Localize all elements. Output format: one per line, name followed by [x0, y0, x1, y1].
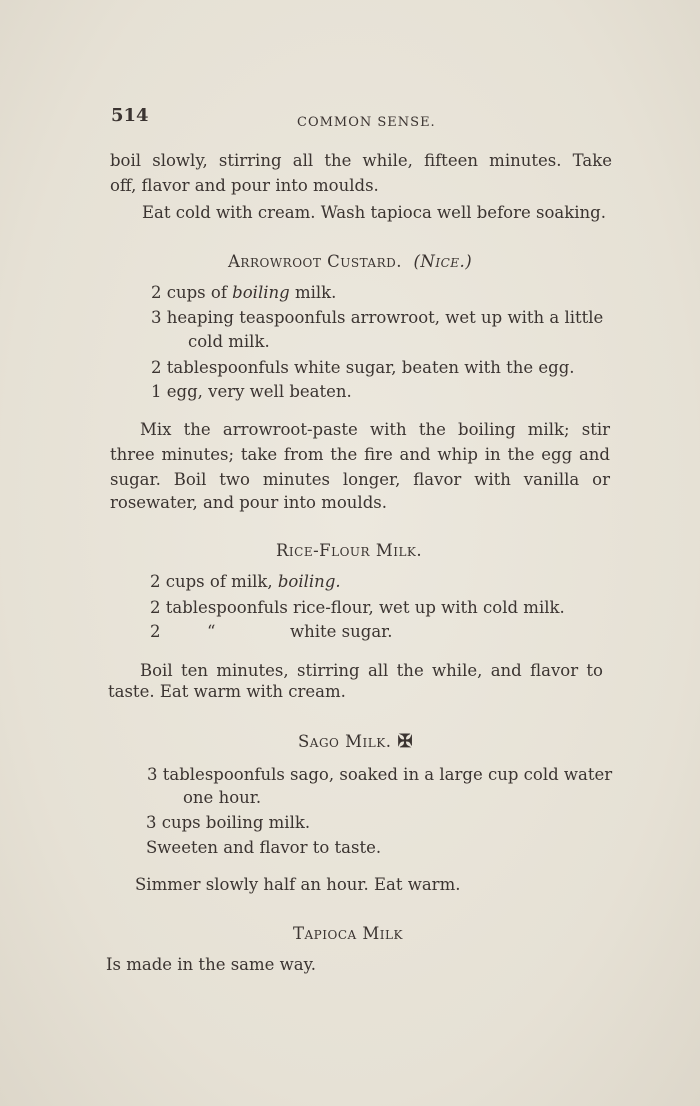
recipe-title — [228, 252, 472, 272]
method-line: sugar. Boil two minutes longer, flavor with vanilla or — [110, 470, 610, 489]
recipe-title — [298, 732, 413, 752]
cross-mark-icon: ✠ — [397, 731, 414, 752]
recipe-title-text: Sago Milk. — [298, 732, 392, 751]
recipe-title-text: Arrowroot Custard. — [228, 252, 402, 271]
ingredient — [150, 572, 341, 592]
ingredient: 1 egg, very well beaten. — [151, 382, 352, 401]
ingredient: 2 tablespoonfuls white sugar, beaten with the egg. — [151, 358, 575, 377]
method-line: Mix the arrowroot-paste with the boiling milk; stir — [140, 420, 610, 439]
method-line: Is made in the same way. — [106, 955, 316, 974]
ingredient-cont: cold milk. — [188, 332, 270, 351]
ingredient: 3 heaping teaspoonfuls arrowroot, wet up with a little — [151, 308, 604, 327]
ingredient: Sweeten and flavor to taste. — [146, 838, 382, 857]
ingredient: 2 tablespoonfuls rice-flour, wet up with cold milk. — [150, 598, 565, 617]
text: milk. — [289, 283, 337, 302]
method-line: Simmer slowly half an hour. Eat warm. — [135, 875, 461, 894]
method-line: rosewater, and pour into moulds. — [110, 493, 387, 512]
text-line: boil slowly, stirring all the while, fifteen minutes. Take — [110, 151, 612, 170]
text-line: Eat cold with cream. Wash tapioca well before soaking. — [142, 203, 606, 222]
text-italic: boiling — [232, 283, 290, 302]
text-italic: boiling. — [277, 572, 341, 591]
page-number: 514 — [111, 105, 149, 126]
running-title: COMMON SENSE. — [297, 115, 436, 130]
method-line: taste. Eat warm with cream. — [108, 682, 346, 701]
text: 2 cups of — [151, 283, 233, 302]
ingredient-cont: one hour. — [183, 788, 262, 807]
ingredient: white sugar. — [290, 622, 393, 641]
recipe-title: Tapioca Milk — [293, 924, 403, 943]
text-line: off, flavor and pour into moulds. — [110, 176, 379, 195]
method-line: three minutes; take from the fire and whip in the egg and — [110, 445, 610, 464]
ingredient: 3 tablespoonfuls sago, soaked in a large cup cold water — [147, 765, 613, 784]
recipe-title: Rice-Flour Milk. — [276, 541, 423, 560]
ingredient — [151, 283, 336, 303]
recipe-title-note: (Nice.) — [413, 252, 473, 271]
ditto-mark: “ — [207, 622, 216, 641]
ingredient: 3 cups boiling milk. — [146, 813, 311, 832]
method-line: Boil ten minutes, stirring all the while, and flavor to — [140, 661, 603, 680]
ingredient-qty: 2 — [150, 622, 161, 641]
text: 2 cups of milk, — [150, 572, 278, 591]
